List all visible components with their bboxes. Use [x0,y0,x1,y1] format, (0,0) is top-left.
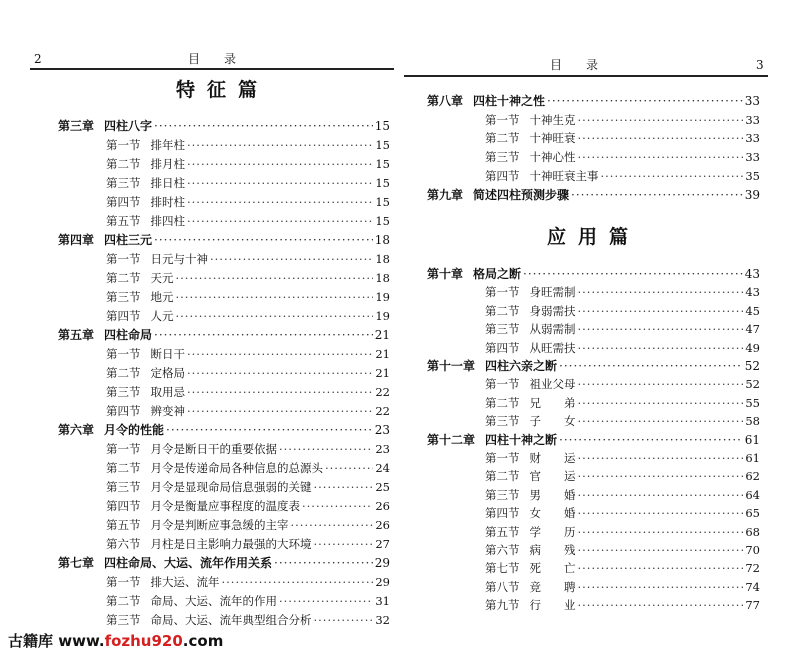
toc-leader-dots [578,322,744,336]
toc-entry-page: 25 [375,480,390,494]
toc-entry-page: 15 [375,176,390,190]
toc-entry-number: 第四节 [485,506,520,521]
toc-entry-page: 21 [374,328,390,342]
toc-entry-page: 77 [745,598,760,613]
toc-entry-title: 行 业 [529,598,576,613]
toc-entry-title: 四柱十神之断 [485,432,558,447]
toc-entry-page: 52 [744,359,760,373]
toc-section-entry [485,465,760,483]
toc-entry-title: 祖业父母 [529,377,576,392]
toc-entry-page: 29 [374,556,390,570]
toc-entry-title: 女 婚 [529,506,576,521]
toc-chapter-entry [58,115,390,133]
toc-entry-title: 男 婚 [529,487,576,502]
toc-entry-title: 简述四柱预测步骤 [473,187,570,202]
toc-section-entry [106,457,390,475]
toc-leader-dots [187,347,373,361]
toc-entry-page: 23 [375,442,390,456]
toc-entry-title: 四柱命局、大运、流年作用关系 [104,556,273,570]
toc-entry-number: 第四节 [485,168,520,183]
toc-chapter-entry [427,429,760,447]
toc-entry-number: 第一节 [106,575,141,589]
toc-entry-title: 月令是显现命局信息强弱的关键 [150,480,312,494]
toc-section-entry [485,337,760,355]
toc-entry-title: 十神旺衰 [529,131,576,146]
toc-entry-title: 日元与十神 [150,252,208,266]
toc-entry-title: 从弱需制 [529,322,576,337]
toc-section-entry [485,146,760,164]
right-running-header: 目 录 [550,58,599,72]
toc-entry-page: 39 [744,187,760,202]
toc-entry-title: 四柱三元 [104,233,153,247]
toc-entry-number: 第二节 [106,157,141,171]
toc-entry-number: 第六章 [58,423,95,437]
toc-entry-number: 第七节 [485,561,520,576]
toc-chapter-entry [427,263,760,281]
toc-leader-dots [578,506,744,520]
toc-entry-number: 第二节 [485,395,520,410]
toc-entry-number: 第九节 [485,598,520,613]
toc-entry-title: 月令是断日干的重要依据 [150,442,277,456]
toc-entry-page: 21 [375,366,390,380]
toc-section-entry [106,400,390,418]
toc-entry-title: 月令是传递命局各种信息的总源头 [150,461,323,475]
toc-leader-dots [578,341,744,355]
toc-section-entry [106,343,390,361]
toc-entry-page: 29 [375,575,390,589]
toc-entry-number: 第六节 [485,543,520,557]
toc-entry-page: 26 [375,499,390,513]
toc-leader-dots [154,328,373,342]
toc-entry-page: 26 [375,518,390,532]
toc-section-entry [106,590,390,608]
toc-entry-number: 第九章 [427,187,464,202]
toc-leader-dots [578,150,744,164]
toc-entry-page: 68 [745,524,760,539]
toc-entry-number: 第四节 [106,499,141,513]
toc-entry-number: 第一节 [485,451,520,465]
toc-section-entry [485,300,760,318]
toc-entry-title: 排年柱 [150,138,185,152]
toc-leader-dots [176,271,374,285]
toc-leader-dots [523,267,743,281]
toc-section-entry [485,447,760,465]
toc-entry-page: 22 [375,385,390,399]
toc-leader-dots [578,488,744,502]
toc-entry-number: 第五节 [485,524,520,539]
toc-entry-number: 第四节 [106,309,141,323]
toc-entry-title: 身旺需制 [529,285,576,300]
toc-entry-page: 62 [745,469,760,484]
toc-entry-number: 第二节 [485,131,520,146]
toc-section-entry [106,191,390,209]
toc-entry-number: 第十章 [427,267,464,281]
left-running-header: 目 录 [188,52,237,66]
toc-leader-dots [578,580,744,594]
toc-entry-number: 第三节 [485,487,520,502]
toc-entry-title: 格局之断 [473,267,522,281]
toc-entry-title: 四柱六亲之断 [485,359,558,373]
right-page-number: 3 [756,58,764,72]
section-title-applications: 应用篇 [547,226,641,248]
toc-entry-number: 第五节 [106,518,141,532]
toc-leader-dots [154,233,373,247]
toc-entry-page: 15 [375,157,390,171]
toc-entry-title: 辨变神 [150,404,185,418]
toc-leader-dots [187,138,373,152]
toc-entry-number: 第五节 [106,214,141,228]
toc-entry-number: 第二节 [106,271,141,285]
toc-entry-page: 52 [745,377,760,392]
toc-section-entry [106,381,390,399]
toc-section-entry [106,172,390,190]
toc-leader-dots [559,359,743,373]
toc-entry-page: 18 [375,252,390,266]
toc-section-entry [485,318,760,336]
toc-chapter-entry [58,229,390,247]
toc-entry-number: 第五章 [58,328,95,342]
toc-entry-page: 15 [375,138,390,152]
toc-entry-page: 33 [745,112,760,127]
toc-leader-dots [187,366,373,380]
toc-leader-dots [314,537,374,551]
toc-entry-page: 70 [745,543,760,557]
toc-entry-title: 定格局 [150,366,185,380]
toc-leader-dots [274,556,373,570]
toc-section-entry [106,305,390,323]
toc-leader-dots [578,113,744,127]
toc-leader-dots [578,304,744,318]
left-header-rule [30,68,394,70]
toc-leader-dots [578,451,744,465]
toc-leader-dots [279,594,373,608]
toc-section-entry [485,502,760,520]
toc-entry-number: 第二节 [106,366,141,380]
toc-entry-title: 学 历 [529,524,576,539]
toc-chapter-entry [58,419,390,437]
toc-leader-dots [578,598,744,612]
toc-entry-title: 十神心性 [529,150,576,165]
toc-entry-number: 第一节 [106,347,141,361]
toc-entry-number: 第三节 [485,322,520,337]
watermark-part-2: www. [53,632,105,650]
toc-entry-number: 第二节 [485,303,520,318]
toc-entry-page: 31 [375,594,390,608]
toc-leader-dots [176,309,374,323]
right-header-rule [404,75,768,77]
toc-section-entry [106,514,390,532]
toc-entry-number: 第四节 [485,340,520,355]
toc-section-entry [485,594,760,612]
toc-entry-page: 24 [375,461,390,475]
toc-section-entry [106,571,390,589]
right-page [400,0,793,658]
toc-section-entry [485,410,760,428]
toc-leader-dots [187,176,373,190]
toc-leader-dots [176,290,374,304]
toc-leader-dots [222,575,374,589]
toc-entry-title: 月柱是日主影响力最强的大环境 [150,537,312,551]
toc-entry-page: 19 [375,309,390,323]
toc-section-entry [485,392,760,410]
toc-section-entry [485,576,760,594]
toc-entry-title: 病 残 [529,543,576,557]
toc-leader-dots [547,94,743,108]
toc-entry-page: 74 [745,579,760,594]
toc-entry-page: 49 [745,340,760,355]
toc-entry-page: 47 [745,322,760,337]
toc-entry-page: 43 [744,267,760,281]
toc-leader-dots [187,157,373,171]
toc-entry-title: 月令是衡量应事程度的温度表 [150,499,300,513]
toc-leader-dots [325,461,373,475]
toc-leader-dots [279,442,373,456]
toc-chapter-entry [427,184,760,202]
toc-entry-page: 18 [375,271,390,285]
toc-entry-page: 45 [745,303,760,318]
toc-leader-dots [578,377,744,391]
toc-entry-page: 23 [374,423,390,437]
toc-section-entry [106,248,390,266]
toc-section-entry [106,153,390,171]
toc-entry-number: 第一节 [106,138,141,152]
toc-entry-page: 65 [745,506,760,521]
toc-section-entry [485,373,760,391]
toc-leader-dots [571,188,743,202]
toc-leader-dots [578,285,744,299]
toc-leader-dots [187,214,373,228]
toc-entry-page: 19 [375,290,390,304]
toc-entry-title: 竞 聘 [529,579,576,594]
toc-chapter-entry [58,552,390,570]
section-title-features: 特征篇 [176,79,270,101]
toc-entry-number: 第一节 [106,252,141,266]
toc-leader-dots [578,543,744,557]
toc-entry-page: 33 [745,131,760,146]
toc-entry-title: 十神旺衰主事 [529,168,599,183]
toc-entry-page: 15 [374,119,390,133]
toc-section-entry [485,484,760,502]
toc-entry-page: 64 [745,487,760,502]
toc-entry-title: 排四柱 [150,214,185,228]
toc-entry-number: 第六节 [106,537,141,551]
toc-entry-number: 第三节 [485,414,520,429]
toc-section-entry [106,476,390,494]
toc-entry-page: 61 [745,451,760,465]
toc-entry-title: 天元 [150,271,174,285]
toc-entry-number: 第一节 [485,377,520,392]
toc-entry-page: 43 [745,285,760,300]
toc-entry-title: 命局、大运、流年的作用 [150,594,277,608]
toc-entry-page: 33 [744,94,760,108]
toc-leader-dots [601,169,744,183]
toc-entry-title: 排日柱 [150,176,185,190]
toc-entry-number: 第三节 [485,150,520,165]
toc-leader-dots [578,131,744,145]
toc-section-entry [106,286,390,304]
toc-entry-number: 第四节 [106,195,141,209]
watermark-part-1: 古籍库 [8,632,54,650]
toc-entry-title: 兄 弟 [529,395,576,410]
toc-section-entry [106,495,390,513]
toc-entry-number: 第二节 [106,594,141,608]
toc-entry-title: 四柱命局 [104,328,153,342]
toc-entry-page: 15 [375,214,390,228]
toc-leader-dots [578,561,744,575]
toc-section-entry [485,109,760,127]
toc-section-entry [485,521,760,539]
toc-leader-dots [578,525,744,539]
toc-section-entry [106,533,390,551]
toc-section-entry [106,438,390,456]
toc-entry-number: 第三节 [106,176,141,190]
toc-entry-title: 命局、大运、流年典型组合分析 [150,613,312,627]
watermark-footer [8,630,223,651]
toc-leader-dots [578,396,744,410]
toc-leader-dots [210,252,373,266]
toc-section-entry [485,539,760,557]
toc-entry-page: 58 [745,414,760,429]
toc-leader-dots [187,195,373,209]
toc-leader-dots [314,480,374,494]
toc-entry-number: 第十二章 [427,432,476,447]
toc-chapter-entry [427,355,760,373]
toc-entry-title: 四柱十神之性 [473,94,546,108]
toc-entry-title: 排时柱 [150,195,185,209]
toc-entry-title: 官 运 [529,469,576,484]
toc-section-entry [485,557,760,575]
toc-entry-number: 第三节 [106,290,141,304]
toc-leader-dots [578,469,744,483]
toc-leader-dots [314,613,374,627]
toc-entry-title: 断日干 [150,347,185,361]
toc-entry-number: 第三章 [58,119,95,133]
toc-entry-number: 第十一章 [427,359,476,373]
toc-entry-page: 72 [745,561,760,576]
toc-entry-number: 第一节 [485,112,520,127]
toc-entry-title: 月令的性能 [104,423,165,437]
toc-section-entry [485,281,760,299]
toc-section-entry [485,127,760,145]
toc-entry-title: 取用忌 [150,385,185,399]
toc-entry-title: 从旺需扶 [529,340,576,355]
toc-leader-dots [154,119,373,133]
toc-entry-page: 22 [375,404,390,418]
toc-entry-number: 第二节 [485,469,520,484]
toc-entry-number: 第八章 [427,94,464,108]
toc-entry-number: 第四章 [58,233,95,247]
toc-entry-number: 第二节 [106,461,141,475]
toc-entry-title: 死 亡 [529,561,576,576]
toc-entry-number: 第四节 [106,404,141,418]
toc-entry-page: 15 [375,195,390,209]
toc-section-entry [106,210,390,228]
toc-leader-dots [187,385,373,399]
toc-entry-number: 第三节 [106,480,141,494]
toc-entry-title: 四柱八字 [104,119,153,133]
toc-entry-number: 第七章 [58,556,95,570]
toc-entry-page: 55 [745,395,760,410]
toc-chapter-entry [58,324,390,342]
toc-entry-number: 第三节 [106,613,141,627]
toc-entry-page: 18 [374,233,390,247]
toc-entry-number: 第三节 [106,385,141,399]
toc-entry-title: 十神生克 [529,112,576,127]
toc-section-entry [485,165,760,183]
toc-entry-title: 身弱需扶 [529,303,576,318]
watermark-part-3: fozhu920 [104,632,183,650]
toc-chapter-entry [427,90,760,108]
toc-entry-number: 第八节 [485,579,520,594]
left-page-number: 2 [34,52,42,66]
toc-leader-dots [302,499,373,513]
toc-entry-title: 地元 [150,290,174,304]
toc-entry-page: 33 [745,150,760,165]
toc-entry-number: 第一节 [485,285,520,300]
toc-section-entry [106,267,390,285]
toc-entry-title: 排月柱 [150,157,185,171]
toc-leader-dots [187,404,373,418]
toc-entry-page: 61 [744,432,760,447]
toc-entry-title: 财 运 [529,451,576,465]
toc-leader-dots [166,423,373,437]
toc-leader-dots [578,414,744,428]
toc-entry-number: 第一节 [106,442,141,456]
toc-entry-page: 32 [375,613,390,627]
toc-entry-page: 35 [745,168,760,183]
toc-entry-title: 子 女 [529,414,576,429]
toc-entry-title: 人元 [150,309,174,323]
toc-section-entry [106,362,390,380]
toc-entry-title: 排大运、流年 [150,575,220,589]
watermark-part-4: .com [182,632,224,650]
toc-entry-title: 月令是判断应事急缓的主宰 [150,518,289,532]
toc-entry-page: 27 [375,537,390,551]
toc-section-entry [106,134,390,152]
toc-section-entry [106,609,390,627]
toc-leader-dots [559,433,743,447]
toc-leader-dots [291,518,374,532]
toc-entry-page: 21 [375,347,390,361]
